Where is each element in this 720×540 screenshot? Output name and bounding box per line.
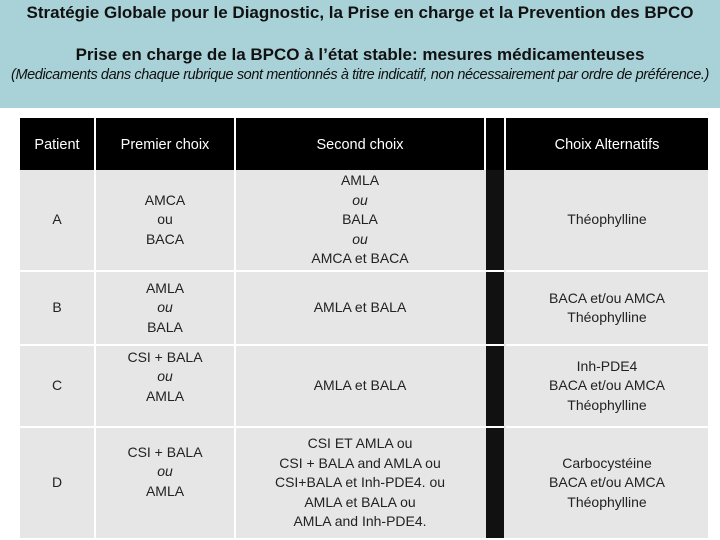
cell-line: ou bbox=[352, 230, 368, 247]
cell-line: CSI + BALA bbox=[127, 348, 203, 365]
cell-line: CSI + BALA bbox=[127, 443, 203, 460]
cell-line: BACA et/ou AMCA bbox=[549, 377, 665, 394]
cell-line: ou bbox=[157, 463, 173, 480]
slide-title-line2: Prise en charge de la BPCO à l’état stable: mesures médicamenteuses bbox=[75, 45, 645, 64]
cell-line: ou bbox=[157, 299, 173, 316]
cell-line: AMLA bbox=[340, 172, 380, 189]
cell-line: ou bbox=[157, 211, 173, 228]
table-row-b-patient: B bbox=[52, 299, 62, 316]
cell-line: AMLA et BALA bbox=[313, 299, 407, 316]
cell-line: CSI + BALA and AMLA ou bbox=[279, 454, 441, 471]
table-row-a-patient: A bbox=[52, 211, 62, 228]
cell-line: Inh-PDE4 bbox=[576, 357, 638, 374]
cell-line: AMLA bbox=[145, 279, 185, 296]
cell-line: CSI ET AMLA ou bbox=[307, 435, 413, 452]
cell-line: BALA bbox=[147, 318, 183, 335]
cell-line: Théophylline bbox=[567, 396, 647, 413]
cell-line: AMCA bbox=[144, 191, 186, 208]
cell-line: AMLA bbox=[145, 387, 185, 404]
column-header-choix-alternatifs: Choix Alternatifs bbox=[506, 118, 708, 174]
column-header-premier-choix: Premier choix bbox=[96, 118, 234, 174]
treatment-table bbox=[0, 108, 720, 540]
cell-line: AMLA et BALA bbox=[313, 377, 407, 394]
cell-line: BACA et/ou AMCA bbox=[549, 474, 665, 491]
table-row-a-second bbox=[236, 170, 484, 270]
cell-line: Théophylline bbox=[567, 493, 647, 510]
table-row-b-premier bbox=[96, 272, 234, 344]
cell-line: AMLA bbox=[145, 482, 185, 499]
column-header-spacer bbox=[486, 118, 504, 174]
table-row-d-premier bbox=[96, 424, 234, 520]
cell-line: ou bbox=[352, 191, 368, 208]
table-row-d-patient: D bbox=[51, 474, 63, 491]
table-row-a-alternatifs bbox=[506, 170, 708, 270]
column-header-second-choix: Second choix bbox=[236, 118, 484, 174]
table-row-c-patient: C bbox=[51, 377, 63, 394]
slide-subtitle: (Medicaments dans chaque rubrique sont mentionnés à titre indicatif, non nécessairement par ordre de préférence.) bbox=[11, 67, 709, 83]
table-row-b-second bbox=[236, 272, 484, 344]
cell-line: ou bbox=[157, 368, 173, 385]
cell-line: CSI+BALA et Inh-PDE4. ou bbox=[274, 474, 446, 491]
column-header-patient: Patient bbox=[20, 118, 94, 174]
cell-line: Théophylline bbox=[567, 211, 647, 228]
table-row-d-alternatifs bbox=[506, 428, 708, 538]
table-row-c-premier bbox=[96, 342, 234, 412]
cell-line: BACA et/ou AMCA bbox=[549, 289, 665, 306]
table-spacer-column bbox=[486, 170, 504, 538]
table-row-c-alternatifs bbox=[506, 346, 708, 426]
slide-title-line1: Stratégie Globale pour le Diagnostic, la Prise en charge et la Prevention des BPCO bbox=[26, 3, 694, 22]
table-row-b-alternatifs bbox=[506, 272, 708, 344]
cell-line: AMLA and Inh-PDE4. bbox=[293, 513, 427, 530]
table-row-a-premier bbox=[96, 170, 234, 270]
cell-line: Carbocystéine bbox=[562, 454, 652, 471]
table-row-d-second bbox=[236, 428, 484, 538]
cell-line: AMLA et BALA ou bbox=[304, 493, 416, 510]
cell-line: Théophylline bbox=[567, 309, 647, 325]
table-row-c-second bbox=[236, 346, 484, 426]
cell-line: BALA bbox=[342, 211, 378, 228]
cell-line: AMCA et BACA bbox=[311, 250, 409, 267]
slide-header bbox=[0, 0, 720, 108]
cell-line: BACA bbox=[145, 230, 185, 247]
